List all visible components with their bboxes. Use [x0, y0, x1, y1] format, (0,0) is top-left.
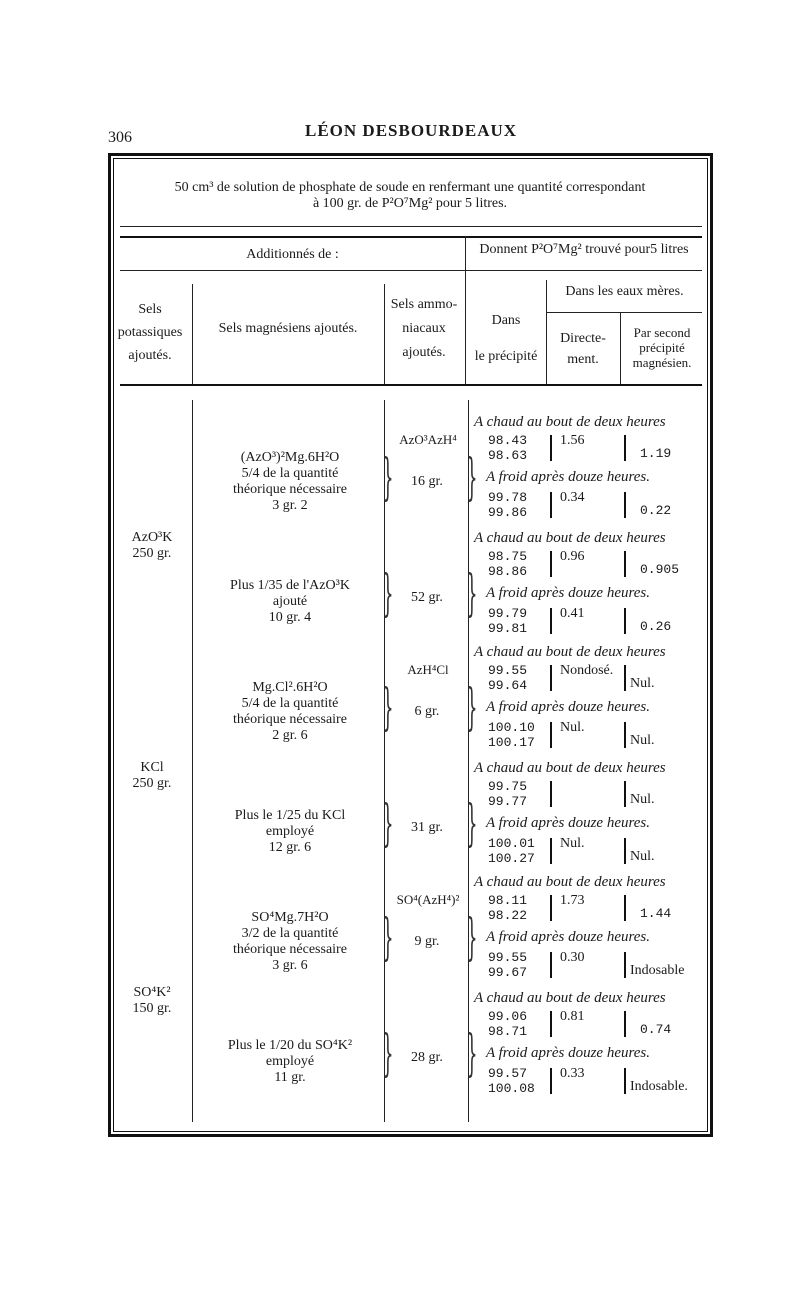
direct-value: 0.96	[560, 549, 585, 564]
brace-ammonium: }	[466, 564, 478, 622]
direct-value: 0.41	[560, 606, 585, 621]
potassium-amount: 250 gr.	[132, 776, 172, 791]
header-par-second-2: précipité	[639, 340, 685, 355]
precipite-value: 100.10	[488, 720, 535, 735]
precipite-value: 100.01	[488, 836, 535, 851]
second-precipitate-value: 0.905	[640, 562, 680, 577]
precipite-value: 100.17	[488, 735, 535, 750]
magnesium-salt-line: 11 gr.	[274, 1070, 306, 1085]
second-precipitate-value: 1.44	[640, 906, 672, 921]
potassium-name: SO⁴K²	[133, 985, 171, 1000]
column-tick	[624, 838, 626, 864]
column-tick	[550, 608, 552, 634]
condition-chaud: A chaud au bout de deux heures	[474, 874, 666, 890]
second-precipitate-value: 0.22	[640, 503, 672, 518]
precipite-value: 99.86	[488, 505, 528, 520]
brace-magnesium: }	[382, 794, 394, 852]
header-dans: Dans	[491, 313, 521, 328]
precipite-value: 98.71	[488, 1024, 528, 1039]
precipite-value: 99.55	[488, 663, 528, 678]
brace-magnesium: }	[382, 448, 394, 506]
header-sels-potassiques-2: potassiques	[117, 325, 183, 340]
ammonium-salt-name: SO⁴(AzH⁴)²	[396, 892, 460, 907]
condition-froid: A froid après douze heures.	[486, 469, 651, 485]
rule-donnent	[466, 270, 702, 271]
second-precipitate-value: Nul.	[630, 733, 655, 748]
magnesium-salt-line: 5/4 de la quantité	[241, 466, 339, 481]
precipite-value: 99.55	[488, 950, 528, 965]
column-tick	[550, 492, 552, 518]
direct-value: Nul.	[560, 720, 585, 735]
column-tick	[550, 1068, 552, 1094]
column-tick	[550, 895, 552, 921]
header-sels-ammoniacaux-3: ajoutés.	[402, 345, 446, 360]
precipite-value: 99.77	[488, 794, 528, 809]
brace-ammonium: }	[466, 1024, 478, 1082]
header-par-second-3: magnésien.	[632, 355, 692, 370]
intro-line-2: à 100 gr. de P²O⁷Mg² pour 5 litres.	[312, 196, 508, 211]
magnesium-salt-line: Plus 1/35 de l'AzO³K	[230, 578, 350, 593]
running-head: LÉON DESBOURDEAUX	[305, 121, 518, 140]
potassium-name: KCl	[140, 760, 164, 775]
magnesium-salt-line: 10 gr. 4	[268, 610, 312, 625]
magnesium-salt-line: Plus le 1/25 du KCl	[234, 808, 346, 823]
magnesium-salt-line: 3/2 de la quantité	[241, 926, 339, 941]
second-precipitate-value: Nul.	[630, 676, 655, 691]
brace-ammonium: }	[466, 678, 478, 736]
magnesium-salt-line: ajouté	[272, 594, 308, 609]
precipite-value: 99.06	[488, 1009, 528, 1024]
body-divider-1	[192, 400, 193, 1122]
direct-value: 0.30	[560, 950, 585, 965]
direct-value: 1.56	[560, 433, 585, 448]
precipite-value: 98.11	[488, 893, 528, 908]
magnesium-salt-line: employé	[265, 824, 315, 839]
magnesium-salt-line: employé	[265, 1054, 315, 1069]
rule-header-top	[120, 236, 702, 238]
direct-value: Nondosé.	[560, 663, 614, 678]
column-tick	[624, 722, 626, 748]
magnesium-salt-line: 3 gr. 2	[272, 498, 308, 513]
header-additionnes: Additionnés de :	[246, 247, 339, 262]
column-tick	[624, 952, 626, 978]
precipite-value: 98.22	[488, 908, 528, 923]
magnesium-salt-line: Mg.Cl².6H²O	[252, 680, 328, 695]
rule-header-bottom	[120, 384, 702, 386]
precipite-value: 99.79	[488, 606, 528, 621]
rule-below-intro	[120, 226, 702, 227]
column-tick	[624, 492, 626, 518]
ammonium-salt-name: AzH⁴Cl	[407, 662, 449, 677]
intro-line-1: 50 cm³ de solution de phosphate de soude en renfermant une quantité correspondant	[174, 180, 646, 195]
direct-value: 0.81	[560, 1009, 585, 1024]
column-tick	[624, 781, 626, 807]
magnesium-salt-line: théorique nécessaire	[233, 712, 347, 727]
magnesium-salt-line: SO⁴Mg.7H²O	[251, 910, 329, 925]
header-directement	[547, 328, 619, 370]
header-sels-potassiques-3: ajoutés.	[128, 348, 172, 363]
column-tick	[550, 838, 552, 864]
second-precipitate-value: 0.74	[640, 1022, 672, 1037]
ammonium-salt-amount: 6 gr.	[414, 704, 440, 719]
condition-chaud: A chaud au bout de deux heures	[474, 990, 666, 1006]
ammonium-salt-amount: 9 gr.	[414, 934, 440, 949]
table-intro	[130, 180, 690, 212]
header-sels-ammoniacaux	[385, 293, 463, 365]
ammonium-salt-amount: 28 gr.	[411, 1050, 443, 1065]
column-tick	[624, 551, 626, 577]
precipite-value: 98.63	[488, 448, 528, 463]
magnesium-salt-line: (AzO³)²Mg.6H²O	[240, 450, 340, 465]
second-precipitate-value: Nul.	[630, 849, 655, 864]
brace-ammonium: }	[466, 448, 478, 506]
direct-value: 1.73	[560, 893, 585, 908]
header-directement-1: Directe-	[560, 331, 606, 346]
direct-value: 0.33	[560, 1066, 585, 1081]
magnesium-salt-line: théorique nécessaire	[233, 482, 347, 497]
brace-magnesium: }	[382, 564, 394, 622]
precipite-value: 98.43	[488, 433, 528, 448]
condition-chaud: A chaud au bout de deux heures	[474, 530, 666, 546]
condition-chaud: A chaud au bout de deux heures	[474, 414, 666, 430]
column-tick	[550, 1011, 552, 1037]
brace-ammonium: }	[466, 794, 478, 852]
second-precipitate-value: 0.26	[640, 619, 672, 634]
body-divider-2	[384, 400, 385, 1122]
column-tick	[550, 551, 552, 577]
precipite-value: 99.78	[488, 490, 528, 505]
magnesium-salt-line: théorique nécessaire	[233, 942, 347, 957]
condition-froid: A froid après douze heures.	[486, 815, 651, 831]
column-tick	[550, 435, 552, 461]
column-tick	[550, 665, 552, 691]
header-sels-potassiques-1: Sels	[138, 302, 162, 317]
second-precipitate-value: Nul.	[630, 792, 655, 807]
ammonium-salt-amount: 52 gr.	[411, 590, 443, 605]
header-sels-ammoniacaux-1: Sels ammo-	[390, 297, 458, 312]
precipite-value: 98.86	[488, 564, 528, 579]
header-dans-le-precipite	[466, 303, 546, 375]
potassium-group-3	[112, 985, 192, 1017]
column-tick	[624, 665, 626, 691]
brace-magnesium: }	[382, 908, 394, 966]
magnesium-salt-line: 2 gr. 6	[272, 728, 308, 743]
brace-magnesium: }	[382, 678, 394, 736]
column-tick	[624, 1068, 626, 1094]
body-divider-3	[468, 400, 469, 1122]
header-eaux-meres: Dans les eaux mères.	[565, 284, 684, 299]
condition-froid: A froid après douze heures.	[486, 699, 651, 715]
header-directement-2: ment.	[567, 352, 599, 367]
condition-chaud: A chaud au bout de deux heures	[474, 760, 666, 776]
column-tick	[624, 608, 626, 634]
rule-additionnes	[120, 270, 465, 271]
condition-chaud: A chaud au bout de deux heures	[474, 644, 666, 660]
potassium-group-2	[112, 760, 192, 792]
magnesium-salt-line: Plus le 1/20 du SO⁴K²	[227, 1038, 353, 1053]
header-par-second	[621, 325, 703, 370]
header-sels-ammoniacaux-2: niacaux	[402, 321, 446, 336]
precipite-value: 99.75	[488, 779, 528, 794]
ammonium-salt-amount: 16 gr.	[411, 474, 443, 489]
potassium-amount: 150 gr.	[132, 1001, 172, 1016]
column-tick	[550, 952, 552, 978]
magnesium-salt-line: 3 gr. 6	[272, 958, 308, 973]
potassium-amount: 250 gr.	[132, 546, 172, 561]
header-sels-potassiques	[110, 298, 190, 367]
brace-ammonium: }	[466, 908, 478, 966]
header-le-precipite: le précipité	[474, 349, 538, 364]
ammonium-salt-amount: 31 gr.	[411, 820, 443, 835]
precipite-value: 99.67	[488, 965, 528, 980]
header-donnent: Donnent P²O⁷Mg² trouvé pour5 litres	[479, 242, 689, 257]
second-precipitate-value: Indosable	[630, 963, 685, 978]
column-tick	[550, 781, 552, 807]
rule-eaux-meres	[547, 312, 702, 313]
header-sels-magnesiens: Sels magnésiens ajoutés.	[218, 321, 358, 336]
direct-value: 0.34	[560, 490, 585, 505]
condition-froid: A froid après douze heures.	[486, 1045, 651, 1061]
column-tick	[624, 895, 626, 921]
condition-froid: A froid après douze heures.	[486, 585, 651, 601]
potassium-group-1	[112, 530, 192, 562]
magnesium-salt-line: 5/4 de la quantité	[241, 696, 339, 711]
column-tick	[550, 722, 552, 748]
potassium-name: AzO³K	[131, 530, 173, 545]
header-par-second-1: Par second	[633, 325, 691, 340]
precipite-value: 100.27	[488, 851, 535, 866]
precipite-value: 99.57	[488, 1066, 528, 1081]
brace-magnesium: }	[382, 1024, 394, 1082]
magnesium-salt-line: 12 gr. 6	[268, 840, 312, 855]
precipite-value: 98.75	[488, 549, 528, 564]
column-tick	[624, 435, 626, 461]
page-number: 306	[108, 129, 132, 146]
column-tick	[624, 1011, 626, 1037]
precipite-value: 99.64	[488, 678, 528, 693]
precipite-value: 100.08	[488, 1081, 535, 1096]
condition-froid: A froid après douze heures.	[486, 929, 651, 945]
ammonium-salt-name: AzO³AzH⁴	[399, 432, 457, 447]
second-precipitate-value: 1.19	[640, 446, 672, 461]
precipite-value: 99.81	[488, 621, 528, 636]
direct-value: Nul.	[560, 836, 585, 851]
second-precipitate-value: Indosable.	[630, 1079, 688, 1094]
